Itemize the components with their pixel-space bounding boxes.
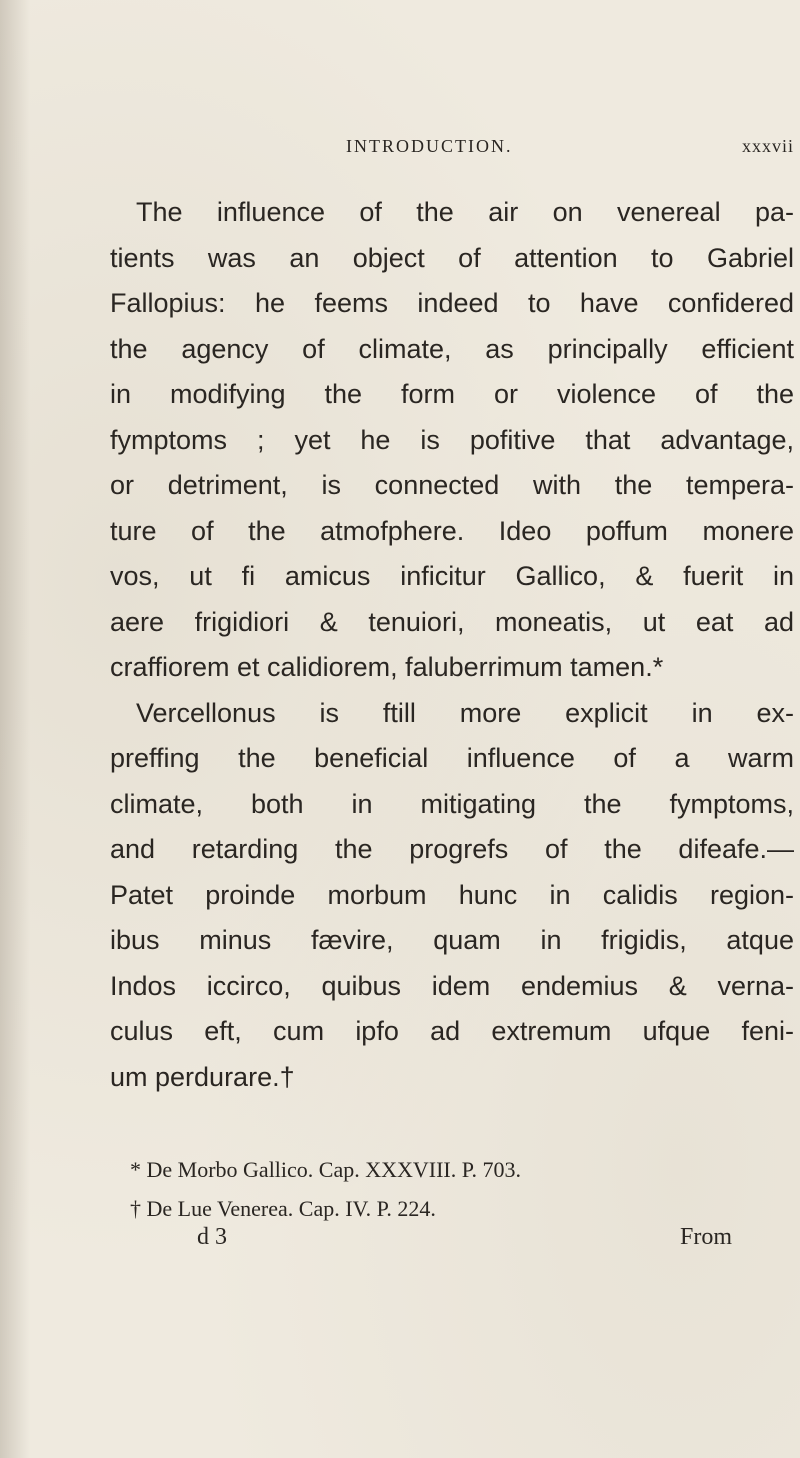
text-line: in modifying the form or violence of the <box>110 379 794 409</box>
page-number: xxxvii <box>741 136 794 156</box>
text-line: Vercellonus is ftill more explicit in ex- <box>136 697 794 728</box>
text-line: fymptoms ; yet he is pofitive that advantage, <box>110 424 794 455</box>
body-text <box>110 190 794 1100</box>
text-line: The influence of the air on venereal pa- <box>136 197 794 227</box>
text-line: aere frigidiori & tenuiori, moneatis, ut eat ad <box>110 606 794 637</box>
text-line: vos, ut fi amicus inficitur Gallico, & fuerit in <box>110 561 794 591</box>
footnote: † De Lue Venerea. Cap. IV. P. 224. <box>130 1196 436 1221</box>
footnote: * De Morbo Gallico. Cap. XXXVIII. P. 703. <box>130 1157 522 1182</box>
page-gutter-shadow <box>0 0 30 1458</box>
text-line: climate, both in mitigating the fymptoms, <box>110 788 794 819</box>
text-line: Fallopius: he feems indeed to have confidered <box>110 288 794 318</box>
text-line: Indos iccirco, quibus idem endemius & verna- <box>110 970 794 1001</box>
text-line: and retarding the progrefs of the difeafe.— <box>110 834 794 864</box>
paragraph-2 <box>110 691 794 1101</box>
text-line: Patet proinde morbum hunc in calidis region- <box>110 879 794 910</box>
paragraph-1 <box>110 190 794 691</box>
text-line: the agency of climate, as principally efficient <box>110 333 794 364</box>
text-line: culus eft, cum ipfo ad extremum ufque feni- <box>110 1016 794 1046</box>
signature-mark: d 3 <box>197 1224 227 1250</box>
running-head: INTRODUCTION. <box>346 136 513 156</box>
footnotes <box>130 1150 730 1228</box>
text-line: um perdurare.† <box>110 1061 295 1092</box>
catchword: From <box>680 1224 733 1250</box>
text-line: ibus minus fævire, quam in frigidis, atque <box>110 925 794 955</box>
text-line: ture of the atmofphere. Ideo poffum monere <box>110 515 794 546</box>
text-line: tients was an object of attention to Gabriel <box>110 242 794 273</box>
page-header <box>346 136 794 172</box>
text-line: preffing the beneficial influence of a warm <box>110 743 794 773</box>
text-line: or detriment, is connected with the tempera- <box>110 470 794 500</box>
text-line: craffiorem et calidiorem, faluberrimum tamen.* <box>110 652 664 682</box>
